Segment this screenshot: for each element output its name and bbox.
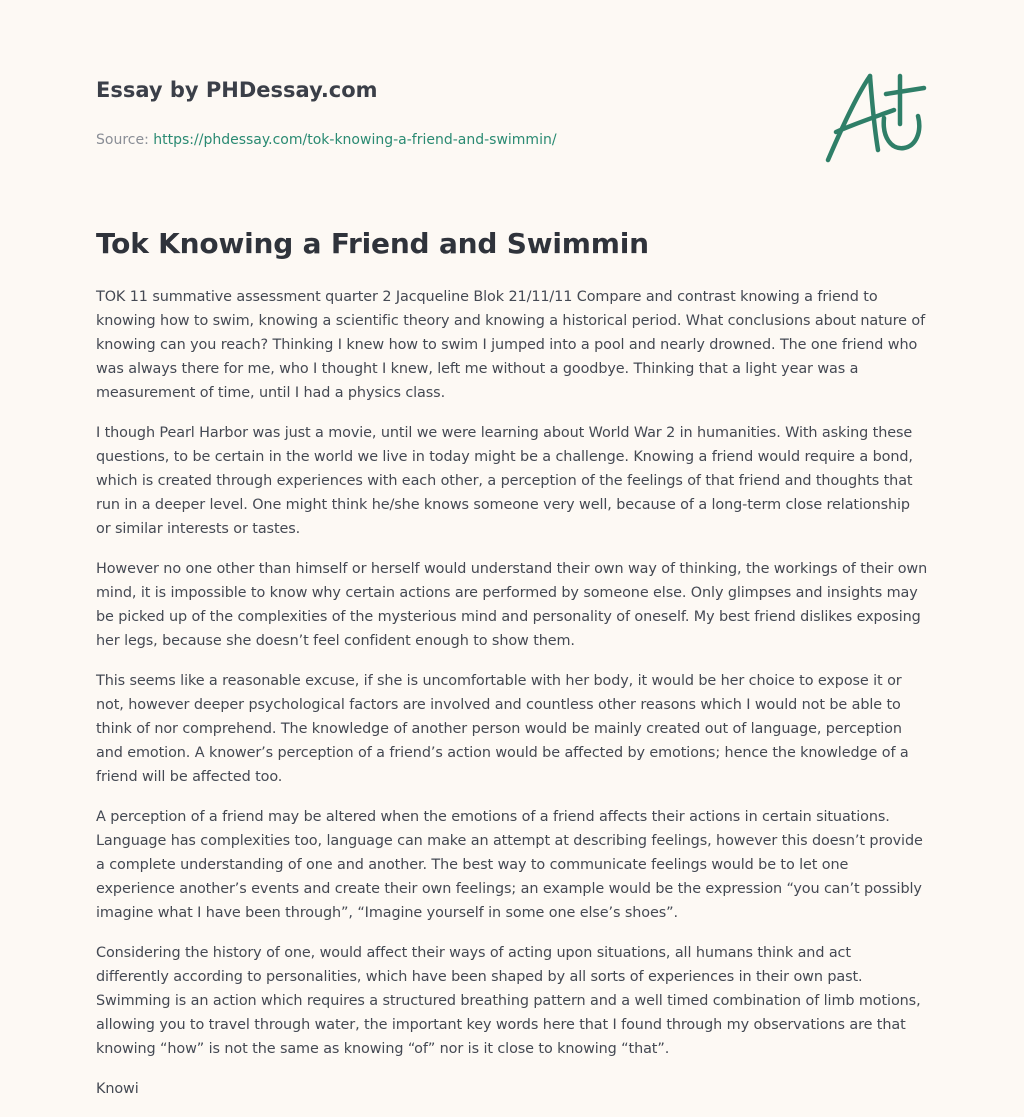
essay-paragraph: A perception of a friend may be altered when the emotions of a friend affects their actions in certain situations. Language has complexities too, language can make an attempt at describing feelings, however this doesn’t provide a complete understanding of one and another. The best way to communicate feelings would be to let one experience another’s events and create their own feelings; an example would be the expression “you can’t possibly imagine what I have been through”, “Imagine yourself in some one else’s shoes”. [96,809,923,921]
essay-paragraph: However no one other than himself or herself would understand their own way of thinking, the workings of their own mind, it is impossible to know why certain actions are performed by someone else. Only glimpses and insights may be picked up of the complexities of the mysterious mind and personality of oneself. My best friend dislikes exposing her legs, because she doesn’t feel confident enough to show them. [96,561,928,649]
source-line [96,130,796,150]
essay-paragraph: TOK 11 summative assessment quarter 2 Jacqueline Blok 21/11/11 Compare and contrast knowing a friend to knowing how to swim, knowing a scientific theory and knowing a historical period. What conclusions about nature of knowing can you reach? Thinking I knew how to swim I jumped into a pool and nearly drowned. The one friend who was always there for me, who I thought I knew, left me without a goodbye. Thinking that a light year was a measurement of time, until I had a physics class. [96,289,926,401]
source-link[interactable]: https://phdessay.com/tok-knowing-a-friend-and-swimmin/ [153,132,557,148]
source-label: Source: [96,132,154,148]
essay-paragraph: Knowi [96,1081,139,1097]
essay-paragraph: Considering the history of one, would affect their ways of acting upon situations, all humans think and act differently according to personalities, which have been shaped by all sorts of experiences in their own past. Swimming is an action which requires a structured breathing pattern and a well timed combination of limb motions, allowing you to travel through water, the important key words here that I found through my observations are that knowing “how” is not the same as knowing “of” nor is it close to knowing “that”. [96,945,921,1057]
essay-title: Tok Knowing a Friend and Swimmin [96,227,649,260]
essay-paragraph: I though Pearl Harbor was just a movie, until we were learning about World War 2 in humanities. With asking these questions, to be certain in the world we live in today might be a challenge. Knowing a friend would require a bond, which is created through experiences with each other, a perception of the feelings of that friend and thoughts that run in a deeper level. One might think he/she knows someone very well, because of a long-term close relationship or similar interests or tastes. [96,425,913,537]
site-brand: Essay by PHDessay.com [96,78,378,102]
a-plus-logo-icon [820,66,930,166]
essay-paragraph: This seems like a reasonable excuse, if she is uncomfortable with her body, it would be her choice to expose it or not, however deeper psychological factors are involved and countless other reasons which I would not be able to think of nor comprehend. The knowledge of another person would be mainly created out of language, perception and emotion. A knower’s perception of a friend’s action would be affected by emotions; hence the knowledge of a friend will be affected too. [96,673,909,785]
page-header [96,74,796,150]
essay-body [96,285,928,1117]
